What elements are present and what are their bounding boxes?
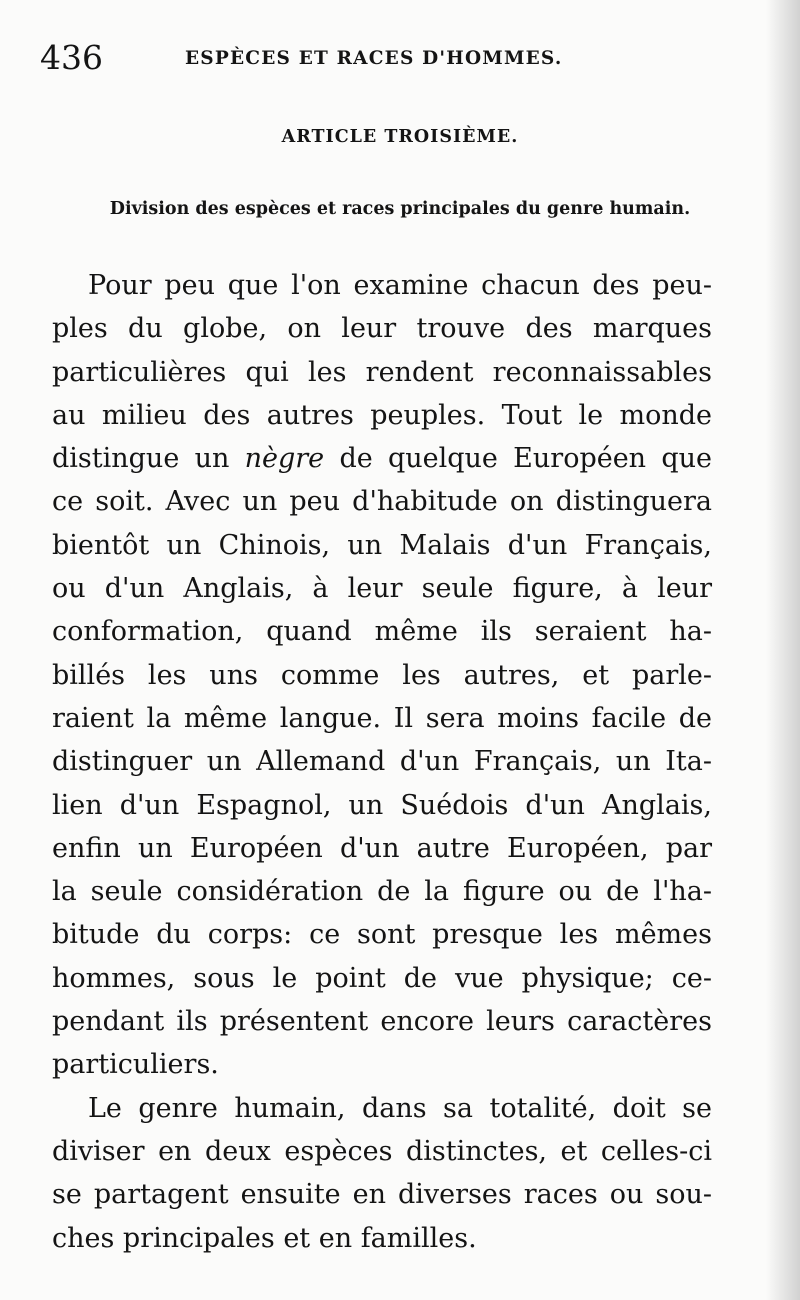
text-line: Pour peu que l'on examine chacun des peu- <box>88 270 712 301</box>
text-run: distingue un <box>52 443 245 475</box>
text-line: ou d'un Anglais, à leur seule figure, à leur <box>52 573 712 605</box>
paragraph-1 <box>52 264 712 1087</box>
text-line: conformation, quand même ils seraient ha- <box>52 616 712 648</box>
text-line: particuliers. <box>52 1049 219 1081</box>
text-line: au milieu des autres peuples. Tout le monde <box>52 399 712 431</box>
text-line: pendant ils présentent encore leurs caractères <box>52 1006 712 1038</box>
text-line <box>52 437 712 480</box>
text-line: diviser en deux espèces distinctes, et celles-ci <box>52 1135 712 1167</box>
text-line: distinguer un Allemand d'un Français, un Ita- <box>52 746 712 778</box>
text-line: se partagent ensuite en diverses races ou sou- <box>52 1179 712 1211</box>
text-run: de quelque Européen que <box>324 443 712 475</box>
text-line: ce soit. Avec un peu d'habitude on distinguera <box>52 486 712 518</box>
text-line: raient la même langue. Il sera moins facile de <box>52 702 712 734</box>
text-line: particulières qui les rendent reconnaissables <box>52 356 712 388</box>
text-line: enfin un Européen d'un autre Européen, par <box>52 832 712 864</box>
text-line: hommes, sous le point de vue physique; ce- <box>52 962 712 994</box>
running-title: ESPÈCES ET RACES D'HOMMES. <box>185 48 563 69</box>
text-line: bientôt un Chinois, un Malais d'un Français, <box>52 529 712 561</box>
article-heading: ARTICLE TROISIÈME. <box>281 127 519 147</box>
section-heading: Division des espèces et races principales du genre humain. <box>109 199 691 219</box>
running-head <box>40 38 740 78</box>
text-line: Le genre humain, dans sa totalité, doit se <box>88 1092 712 1124</box>
italic-word: nègre <box>244 443 325 475</box>
text-line: la seule considération de la figure ou de l'ha- <box>52 876 712 908</box>
page-number: 436 <box>40 38 103 77</box>
body-text <box>52 264 712 1260</box>
text-line: ples du globe, on leur trouve des marques <box>52 313 712 345</box>
text-line: ches principales et en familles. <box>52 1222 477 1254</box>
text-line: lien d'un Espagnol, un Suédois d'un Anglais, <box>52 789 712 821</box>
paragraph-2 <box>52 1087 712 1260</box>
page-edge-shadow <box>766 0 800 1300</box>
text-line: billés les uns comme les autres, et parle- <box>52 659 712 691</box>
text-line: bitude du corps: ce sont presque les mêmes <box>52 919 712 951</box>
